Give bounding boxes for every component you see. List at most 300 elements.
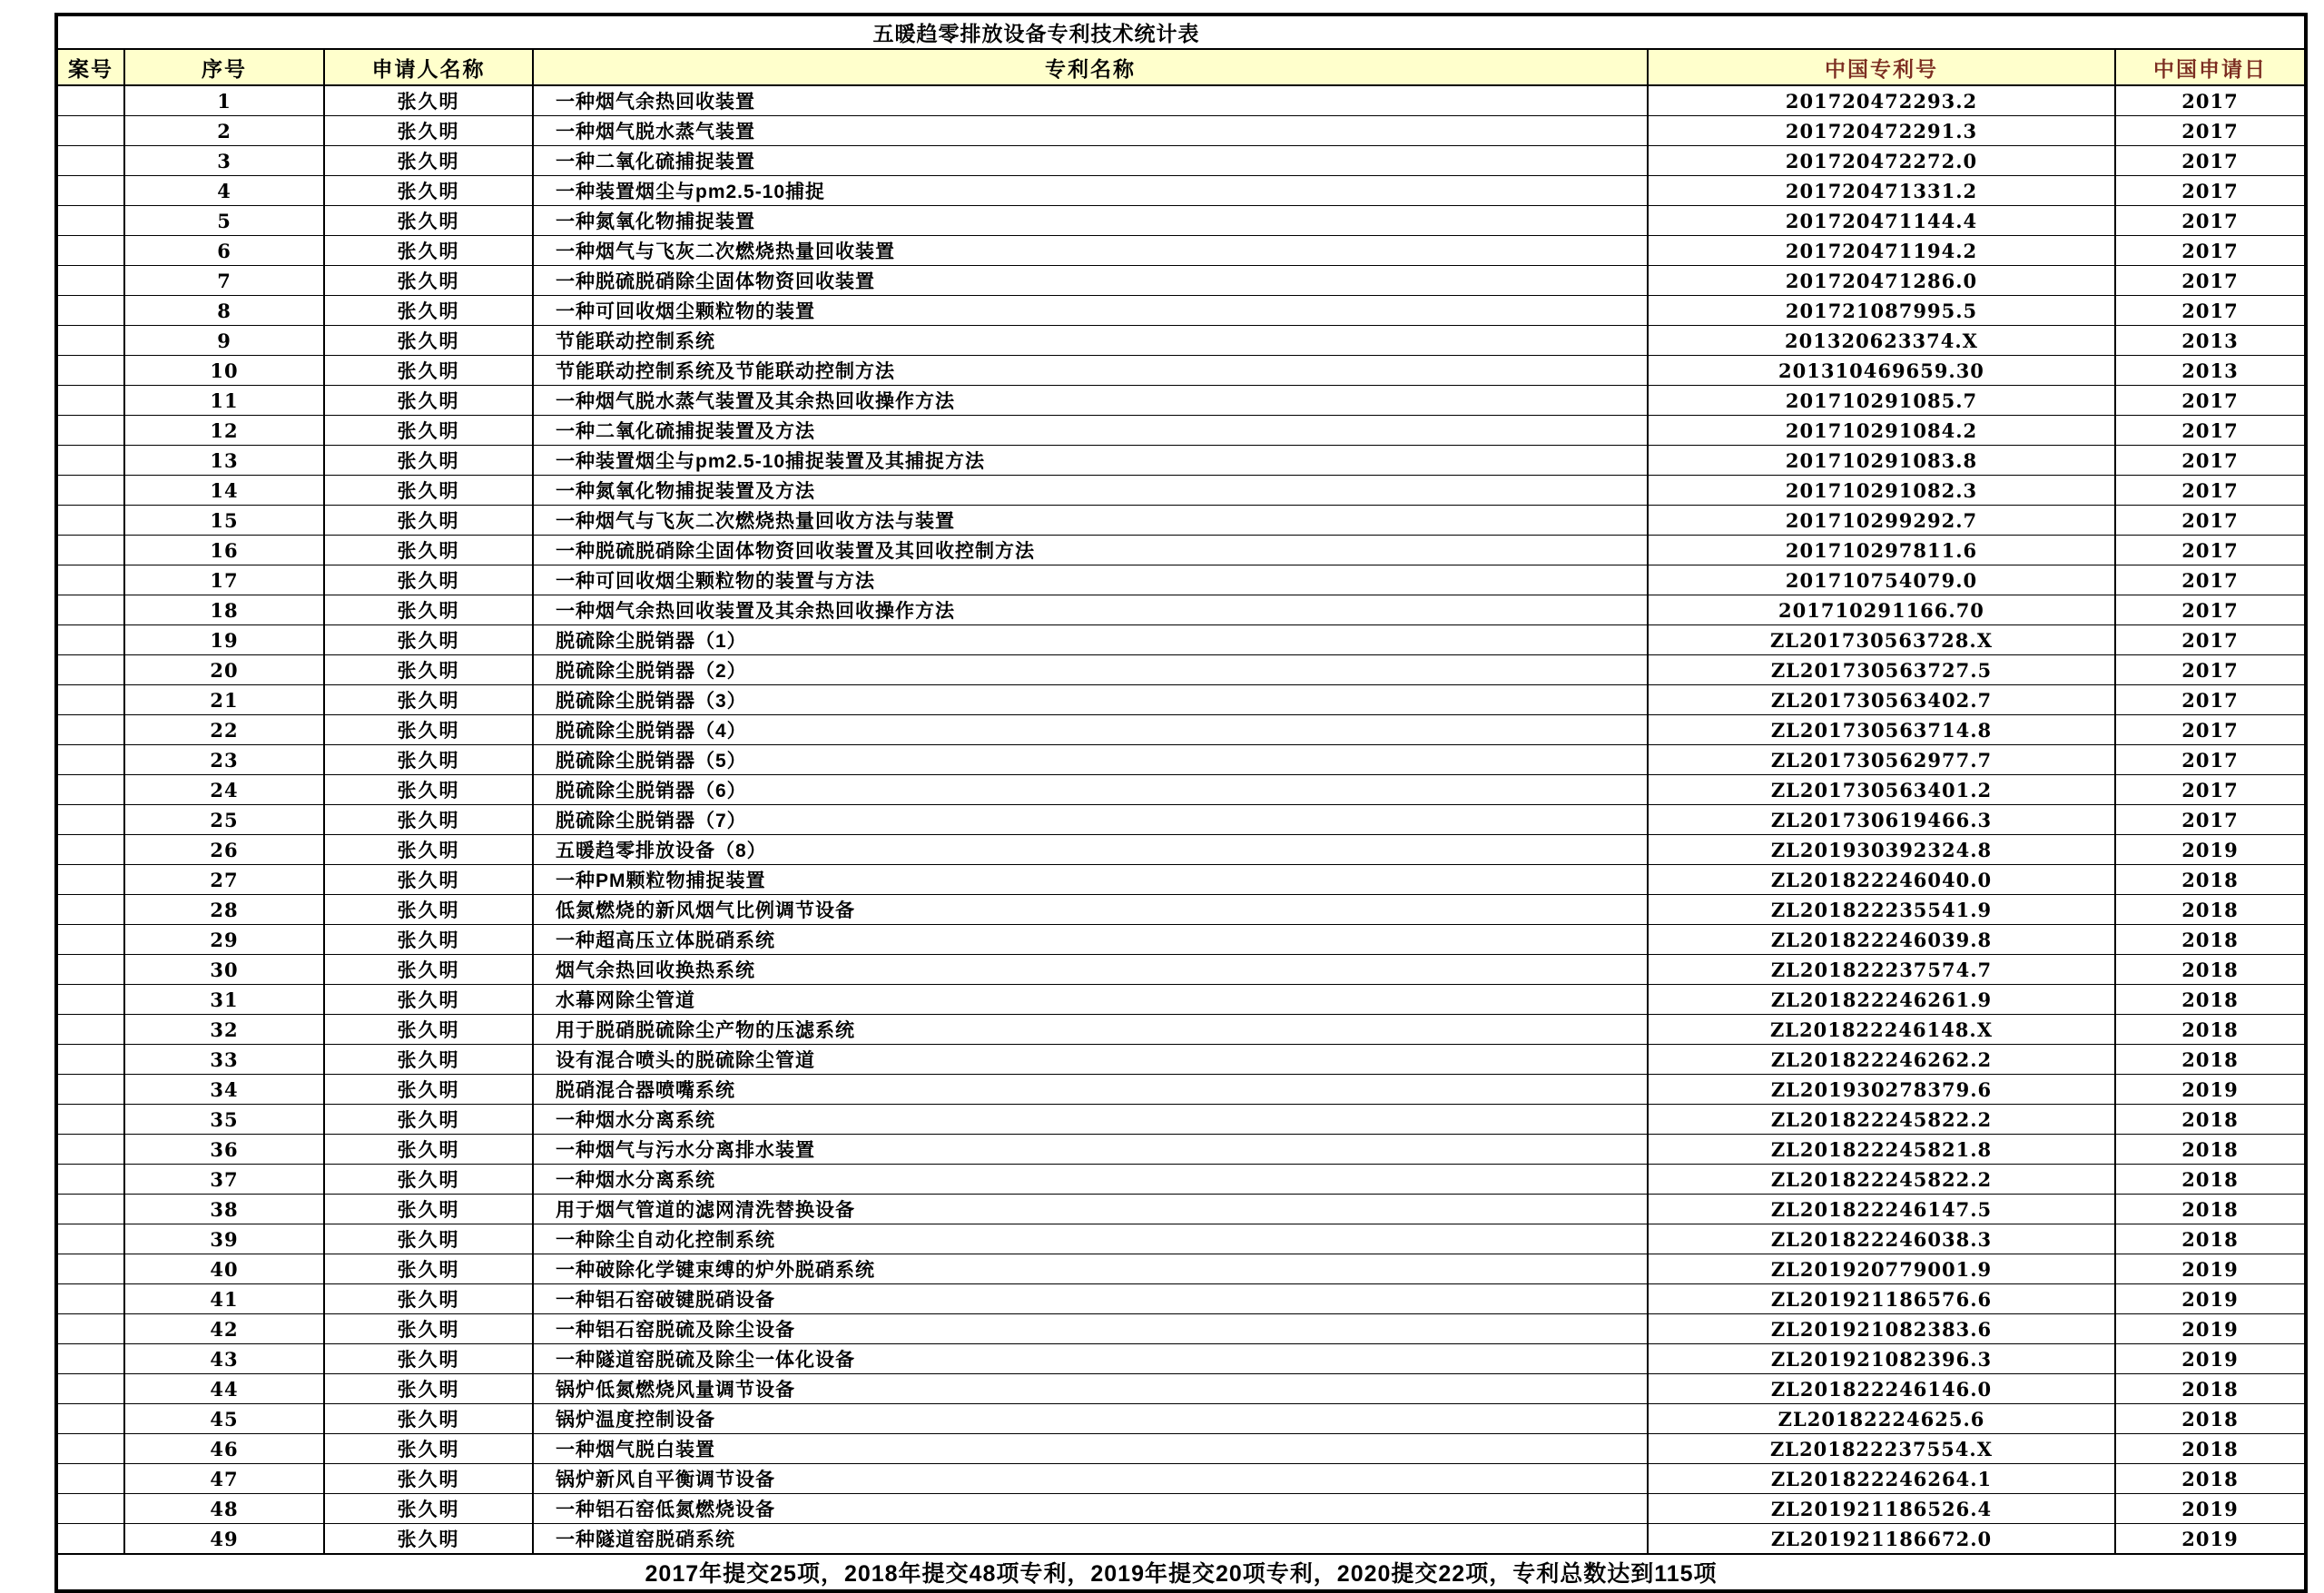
cell-applicant: 张久明: [324, 476, 533, 506]
cell-filing-year: 2017: [2115, 416, 2306, 446]
cell-patent-no: 201720472272.0: [1648, 146, 2115, 176]
cell-serial-no: 17: [124, 565, 324, 595]
title-row: [56, 15, 2306, 49]
cell-case-no: [56, 955, 124, 985]
cell-patent-no: ZL201730563402.7: [1648, 685, 2115, 715]
table-row: [56, 506, 2306, 536]
cell-patent-name: 锅炉新风自平衡调节设备: [533, 1464, 1648, 1494]
cell-patent-no: ZL20182224625.6: [1648, 1404, 2115, 1434]
cell-filing-year: 2018: [2115, 1165, 2306, 1195]
table-row: [56, 1314, 2306, 1344]
cell-filing-year: 2017: [2115, 85, 2306, 116]
table-row: [56, 1284, 2306, 1314]
table-row: [56, 416, 2306, 446]
cell-serial-no: 11: [124, 386, 324, 416]
cell-patent-name: 一种脱硫脱硝除尘固体物资回收装置: [533, 266, 1648, 296]
cell-serial-no: 7: [124, 266, 324, 296]
table-row: [56, 266, 2306, 296]
cell-case-no: [56, 1165, 124, 1195]
cell-patent-name: 一种装置烟尘与pm2.5-10捕捉装置及其捕捉方法: [533, 446, 1648, 476]
cell-serial-no: 32: [124, 1015, 324, 1045]
cell-applicant: 张久明: [324, 236, 533, 266]
cell-case-no: [56, 1075, 124, 1105]
cell-serial-no: 20: [124, 655, 324, 685]
cell-filing-year: 2018: [2115, 1195, 2306, 1224]
cell-filing-year: 2013: [2115, 326, 2306, 356]
cell-applicant: 张久明: [324, 835, 533, 865]
cell-filing-year: 2017: [2115, 745, 2306, 775]
cell-patent-name: 一种可回收烟尘颗粒物的装置: [533, 296, 1648, 326]
cell-patent-name: 一种烟气与飞灰二次燃烧热量回收装置: [533, 236, 1648, 266]
cell-filing-year: 2018: [2115, 1105, 2306, 1135]
cell-case-no: [56, 805, 124, 835]
cell-patent-name: 节能联动控制系统及节能联动控制方法: [533, 356, 1648, 386]
cell-applicant: 张久明: [324, 1254, 533, 1284]
cell-case-no: [56, 386, 124, 416]
cell-applicant: 张久明: [324, 296, 533, 326]
cell-patent-no: 201720471144.4: [1648, 206, 2115, 236]
cell-filing-year: 2018: [2115, 985, 2306, 1015]
cell-patent-no: ZL201822246146.0: [1648, 1374, 2115, 1404]
cell-serial-no: 26: [124, 835, 324, 865]
cell-applicant: 张久明: [324, 1374, 533, 1404]
cell-case-no: [56, 326, 124, 356]
cell-patent-no: ZL201822246262.2: [1648, 1045, 2115, 1075]
cell-patent-name: 一种烟气脱水蒸气装置: [533, 116, 1648, 146]
cell-patent-no: 201710754079.0: [1648, 565, 2115, 595]
cell-filing-year: 2017: [2115, 446, 2306, 476]
cell-patent-name: 用于烟气管道的滤网清洗替换设备: [533, 1195, 1648, 1224]
cell-serial-no: 13: [124, 446, 324, 476]
cell-patent-no: ZL201822245821.8: [1648, 1135, 2115, 1165]
cell-case-no: [56, 775, 124, 805]
cell-serial-no: 4: [124, 176, 324, 206]
cell-case-no: [56, 446, 124, 476]
cell-patent-name: 一种烟水分离系统: [533, 1105, 1648, 1135]
summary-row: [56, 1554, 2306, 1591]
cell-filing-year: 2017: [2115, 715, 2306, 745]
cell-patent-name: 一种烟气与污水分离排水装置: [533, 1135, 1648, 1165]
cell-applicant: 张久明: [324, 176, 533, 206]
cell-patent-no: 201710291166.70: [1648, 595, 2115, 625]
cell-patent-no: ZL201822246148.X: [1648, 1015, 2115, 1045]
cell-applicant: 张久明: [324, 1135, 533, 1165]
cell-applicant: 张久明: [324, 895, 533, 925]
cell-filing-year: 2017: [2115, 595, 2306, 625]
cell-patent-no: 201320623374.X: [1648, 326, 2115, 356]
cell-serial-no: 41: [124, 1284, 324, 1314]
cell-applicant: 张久明: [324, 1284, 533, 1314]
cell-patent-name: 一种隧道窑脱硝系统: [533, 1524, 1648, 1555]
cell-patent-no: 201720471194.2: [1648, 236, 2115, 266]
cell-patent-no: ZL201921186672.0: [1648, 1524, 2115, 1555]
table-row: [56, 895, 2306, 925]
cell-patent-no: ZL201920779001.9: [1648, 1254, 2115, 1284]
cell-patent-name: 一种氮氧化物捕捉装置及方法: [533, 476, 1648, 506]
table-row: [56, 1404, 2306, 1434]
cell-case-no: [56, 745, 124, 775]
table-row: [56, 715, 2306, 745]
cell-case-no: [56, 476, 124, 506]
cell-case-no: [56, 506, 124, 536]
table-row: [56, 655, 2306, 685]
table-row: [56, 1434, 2306, 1464]
cell-patent-no: ZL201822235541.9: [1648, 895, 2115, 925]
cell-filing-year: 2017: [2115, 565, 2306, 595]
table-row: [56, 985, 2306, 1015]
cell-applicant: 张久明: [324, 685, 533, 715]
table-row: [56, 356, 2306, 386]
table-row: [56, 1344, 2306, 1374]
cell-patent-name: 设有混合喷头的脱硫除尘管道: [533, 1045, 1648, 1075]
table-row: [56, 805, 2306, 835]
table-row: [56, 595, 2306, 625]
table-row: [56, 176, 2306, 206]
cell-filing-year: 2017: [2115, 266, 2306, 296]
cell-serial-no: 37: [124, 1165, 324, 1195]
cell-patent-name: 一种铝石窑破键脱硝设备: [533, 1284, 1648, 1314]
cell-case-no: [56, 536, 124, 565]
table-body: [56, 85, 2306, 1554]
cell-applicant: 张久明: [324, 1045, 533, 1075]
cell-case-no: [56, 1344, 124, 1374]
cell-case-no: [56, 985, 124, 1015]
cell-patent-name: 低氮燃烧的新风烟气比例调节设备: [533, 895, 1648, 925]
cell-applicant: 张久明: [324, 146, 533, 176]
cell-applicant: 张久明: [324, 805, 533, 835]
cell-patent-no: ZL201822237554.X: [1648, 1434, 2115, 1464]
cell-patent-no: ZL201730563728.X: [1648, 625, 2115, 655]
cell-filing-year: 2019: [2115, 1494, 2306, 1524]
cell-serial-no: 40: [124, 1254, 324, 1284]
cell-patent-no: 201710291082.3: [1648, 476, 2115, 506]
cell-case-no: [56, 236, 124, 266]
table-row: [56, 1045, 2306, 1075]
cell-applicant: 张久明: [324, 1105, 533, 1135]
cell-applicant: 张久明: [324, 865, 533, 895]
cell-applicant: 张久明: [324, 1015, 533, 1045]
cell-case-no: [56, 146, 124, 176]
cell-patent-name: 一种除尘自动化控制系统: [533, 1224, 1648, 1254]
cell-case-no: [56, 1045, 124, 1075]
cell-case-no: [56, 1015, 124, 1045]
cell-patent-no: ZL201730563727.5: [1648, 655, 2115, 685]
table-row: [56, 1195, 2306, 1224]
cell-serial-no: 44: [124, 1374, 324, 1404]
cell-applicant: 张久明: [324, 1165, 533, 1195]
cell-filing-year: 2018: [2115, 1404, 2306, 1434]
cell-patent-name: 用于脱硝脱硫除尘产物的压滤系统: [533, 1015, 1648, 1045]
cell-serial-no: 14: [124, 476, 324, 506]
cell-serial-no: 1: [124, 85, 324, 116]
cell-patent-name: 节能联动控制系统: [533, 326, 1648, 356]
cell-case-no: [56, 1224, 124, 1254]
cell-filing-year: 2017: [2115, 116, 2306, 146]
cell-patent-name: 五暖趋零排放设备（8）: [533, 835, 1648, 865]
cell-applicant: 张久明: [324, 1524, 533, 1555]
table-row: [56, 236, 2306, 266]
cell-filing-year: 2018: [2115, 1224, 2306, 1254]
cell-applicant: 张久明: [324, 1434, 533, 1464]
table-row: [56, 685, 2306, 715]
column-header-serial-no: 序号: [124, 49, 324, 85]
cell-patent-name: 脱硫除尘脱销器（7）: [533, 805, 1648, 835]
cell-serial-no: 22: [124, 715, 324, 745]
cell-serial-no: 2: [124, 116, 324, 146]
cell-filing-year: 2019: [2115, 1344, 2306, 1374]
cell-applicant: 张久明: [324, 85, 533, 116]
column-header-applicant: 申请人名称: [324, 49, 533, 85]
summary-text: 2017年提交25项，2018年提交48项专利，2019年提交20项专利，2020提交22项，专利总数达到115项: [56, 1554, 2306, 1591]
cell-serial-no: 27: [124, 865, 324, 895]
cell-patent-no: ZL201730562977.7: [1648, 745, 2115, 775]
cell-patent-name: 水幕网除尘管道: [533, 985, 1648, 1015]
table-row: [56, 865, 2306, 895]
cell-applicant: 张久明: [324, 565, 533, 595]
cell-patent-name: 一种烟气脱水蒸气装置及其余热回收操作方法: [533, 386, 1648, 416]
cell-serial-no: 21: [124, 685, 324, 715]
cell-patent-no: 201710299292.7: [1648, 506, 2115, 536]
cell-serial-no: 35: [124, 1105, 324, 1135]
column-header-case-no: 案号: [56, 49, 124, 85]
cell-case-no: [56, 835, 124, 865]
cell-applicant: 张久明: [324, 1075, 533, 1105]
patent-statistics-table: [54, 13, 2308, 1593]
table-row: [56, 146, 2306, 176]
cell-serial-no: 45: [124, 1404, 324, 1434]
cell-patent-name: 一种二氧化硫捕捉装置: [533, 146, 1648, 176]
cell-applicant: 张久明: [324, 1464, 533, 1494]
cell-patent-no: ZL201921082383.6: [1648, 1314, 2115, 1344]
table-row: [56, 1224, 2306, 1254]
cell-applicant: 张久明: [324, 386, 533, 416]
table-title: 五暖趋零排放设备专利技术统计表: [56, 15, 2306, 49]
cell-filing-year: 2019: [2115, 1314, 2306, 1344]
cell-case-no: [56, 206, 124, 236]
cell-applicant: 张久明: [324, 356, 533, 386]
cell-patent-name: 脱硫除尘脱销器（5）: [533, 745, 1648, 775]
cell-applicant: 张久明: [324, 536, 533, 565]
cell-patent-no: ZL201822245822.2: [1648, 1165, 2115, 1195]
cell-filing-year: 2017: [2115, 296, 2306, 326]
cell-patent-no: ZL201921082396.3: [1648, 1344, 2115, 1374]
cell-patent-no: ZL201921186526.4: [1648, 1494, 2115, 1524]
cell-filing-year: 2019: [2115, 1075, 2306, 1105]
cell-patent-name: 脱硝混合器喷嘴系统: [533, 1075, 1648, 1105]
column-header-patent-no: 中国专利号: [1648, 49, 2115, 85]
table-row: [56, 1075, 2306, 1105]
cell-case-no: [56, 595, 124, 625]
cell-filing-year: 2018: [2115, 895, 2306, 925]
cell-applicant: 张久明: [324, 925, 533, 955]
cell-case-no: [56, 1284, 124, 1314]
cell-patent-no: 201710291085.7: [1648, 386, 2115, 416]
cell-patent-name: 一种二氧化硫捕捉装置及方法: [533, 416, 1648, 446]
cell-applicant: 张久明: [324, 206, 533, 236]
cell-patent-no: 201720471331.2: [1648, 176, 2115, 206]
cell-serial-no: 12: [124, 416, 324, 446]
cell-case-no: [56, 865, 124, 895]
cell-patent-no: ZL201822246040.0: [1648, 865, 2115, 895]
table-row: [56, 625, 2306, 655]
cell-patent-name: 一种烟气余热回收装置及其余热回收操作方法: [533, 595, 1648, 625]
cell-applicant: 张久明: [324, 1344, 533, 1374]
cell-serial-no: 29: [124, 925, 324, 955]
cell-serial-no: 43: [124, 1344, 324, 1374]
cell-serial-no: 36: [124, 1135, 324, 1165]
cell-patent-name: 一种烟水分离系统: [533, 1165, 1648, 1195]
cell-serial-no: 38: [124, 1195, 324, 1224]
cell-serial-no: 39: [124, 1224, 324, 1254]
cell-patent-name: 一种铝石窑脱硫及除尘设备: [533, 1314, 1648, 1344]
cell-case-no: [56, 1314, 124, 1344]
cell-patent-name: 烟气余热回收换热系统: [533, 955, 1648, 985]
table-row: [56, 1105, 2306, 1135]
cell-filing-year: 2018: [2115, 1434, 2306, 1464]
cell-filing-year: 2017: [2115, 506, 2306, 536]
table-row: [56, 206, 2306, 236]
cell-filing-year: 2019: [2115, 835, 2306, 865]
cell-case-no: [56, 1254, 124, 1284]
table-row: [56, 476, 2306, 506]
cell-serial-no: 6: [124, 236, 324, 266]
cell-applicant: 张久明: [324, 1195, 533, 1224]
cell-case-no: [56, 625, 124, 655]
table-row: [56, 326, 2306, 356]
cell-serial-no: 15: [124, 506, 324, 536]
cell-patent-name: 一种氮氧化物捕捉装置: [533, 206, 1648, 236]
cell-patent-name: 一种装置烟尘与pm2.5-10捕捉: [533, 176, 1648, 206]
cell-filing-year: 2017: [2115, 146, 2306, 176]
cell-applicant: 张久明: [324, 985, 533, 1015]
table-row: [56, 1165, 2306, 1195]
cell-patent-name: 一种PM颗粒物捕捉装置: [533, 865, 1648, 895]
table-row: [56, 85, 2306, 116]
cell-serial-no: 33: [124, 1045, 324, 1075]
table-row: [56, 1524, 2306, 1555]
cell-filing-year: 2017: [2115, 536, 2306, 565]
table-row: [56, 775, 2306, 805]
cell-patent-no: 201710297811.6: [1648, 536, 2115, 565]
cell-case-no: [56, 1404, 124, 1434]
cell-applicant: 张久明: [324, 715, 533, 745]
cell-patent-no: ZL201822246039.8: [1648, 925, 2115, 955]
cell-serial-no: 28: [124, 895, 324, 925]
cell-serial-no: 19: [124, 625, 324, 655]
table-row: [56, 955, 2306, 985]
cell-case-no: [56, 1434, 124, 1464]
table-row: [56, 1135, 2306, 1165]
cell-patent-name: 脱硫除尘脱销器（1）: [533, 625, 1648, 655]
cell-case-no: [56, 266, 124, 296]
table-row: [56, 925, 2306, 955]
cell-filing-year: 2017: [2115, 775, 2306, 805]
cell-serial-no: 31: [124, 985, 324, 1015]
cell-patent-name: 脱硫除尘脱销器（3）: [533, 685, 1648, 715]
cell-patent-name: 一种烟气脱白装置: [533, 1434, 1648, 1464]
cell-case-no: [56, 1105, 124, 1135]
cell-patent-name: 脱硫除尘脱销器（6）: [533, 775, 1648, 805]
cell-serial-no: 23: [124, 745, 324, 775]
cell-serial-no: 42: [124, 1314, 324, 1344]
cell-filing-year: 2018: [2115, 1464, 2306, 1494]
cell-filing-year: 2017: [2115, 206, 2306, 236]
cell-serial-no: 46: [124, 1434, 324, 1464]
column-header-patent-name: 专利名称: [533, 49, 1648, 85]
column-header-filing-date: 中国申请日: [2115, 49, 2306, 85]
cell-case-no: [56, 565, 124, 595]
table-row: [56, 835, 2306, 865]
cell-patent-name: 锅炉温度控制设备: [533, 1404, 1648, 1434]
cell-serial-no: 9: [124, 326, 324, 356]
cell-patent-no: 201710291084.2: [1648, 416, 2115, 446]
cell-patent-no: ZL201730619466.3: [1648, 805, 2115, 835]
cell-case-no: [56, 1374, 124, 1404]
cell-patent-no: 201720472293.2: [1648, 85, 2115, 116]
cell-patent-name: 一种可回收烟尘颗粒物的装置与方法: [533, 565, 1648, 595]
cell-patent-name: 脱硫除尘脱销器（4）: [533, 715, 1648, 745]
cell-serial-no: 34: [124, 1075, 324, 1105]
cell-filing-year: 2019: [2115, 1284, 2306, 1314]
cell-case-no: [56, 116, 124, 146]
cell-applicant: 张久明: [324, 1224, 533, 1254]
cell-patent-no: 201720472291.3: [1648, 116, 2115, 146]
table-row: [56, 565, 2306, 595]
cell-filing-year: 2019: [2115, 1524, 2306, 1555]
cell-applicant: 张久明: [324, 745, 533, 775]
cell-case-no: [56, 1135, 124, 1165]
cell-filing-year: 2017: [2115, 625, 2306, 655]
cell-filing-year: 2013: [2115, 356, 2306, 386]
cell-applicant: 张久明: [324, 266, 533, 296]
cell-patent-no: ZL201822246261.9: [1648, 985, 2115, 1015]
cell-case-no: [56, 685, 124, 715]
cell-patent-name: 一种铝石窑低氮燃烧设备: [533, 1494, 1648, 1524]
cell-case-no: [56, 715, 124, 745]
table-row: [56, 1374, 2306, 1404]
cell-serial-no: 47: [124, 1464, 324, 1494]
cell-filing-year: 2017: [2115, 805, 2306, 835]
cell-filing-year: 2018: [2115, 865, 2306, 895]
cell-applicant: 张久明: [324, 116, 533, 146]
table-row: [56, 745, 2306, 775]
cell-filing-year: 2018: [2115, 925, 2306, 955]
cell-applicant: 张久明: [324, 506, 533, 536]
table-row: [56, 386, 2306, 416]
cell-serial-no: 10: [124, 356, 324, 386]
cell-filing-year: 2017: [2115, 236, 2306, 266]
cell-case-no: [56, 925, 124, 955]
cell-patent-name: 一种烟气与飞灰二次燃烧热量回收方法与装置: [533, 506, 1648, 536]
table-row: [56, 116, 2306, 146]
table-row: [56, 446, 2306, 476]
patent-statistics-sheet: [54, 13, 2290, 1593]
cell-filing-year: 2017: [2115, 476, 2306, 506]
table-row: [56, 1494, 2306, 1524]
cell-patent-no: ZL201822246038.3: [1648, 1224, 2115, 1254]
table-row: [56, 1015, 2306, 1045]
cell-serial-no: 25: [124, 805, 324, 835]
cell-serial-no: 24: [124, 775, 324, 805]
cell-applicant: 张久明: [324, 1494, 533, 1524]
cell-case-no: [56, 296, 124, 326]
cell-patent-name: 锅炉低氮燃烧风量调节设备: [533, 1374, 1648, 1404]
cell-applicant: 张久明: [324, 1314, 533, 1344]
cell-patent-no: 201720471286.0: [1648, 266, 2115, 296]
cell-patent-name: 一种烟气余热回收装置: [533, 85, 1648, 116]
cell-serial-no: 49: [124, 1524, 324, 1555]
cell-case-no: [56, 1195, 124, 1224]
